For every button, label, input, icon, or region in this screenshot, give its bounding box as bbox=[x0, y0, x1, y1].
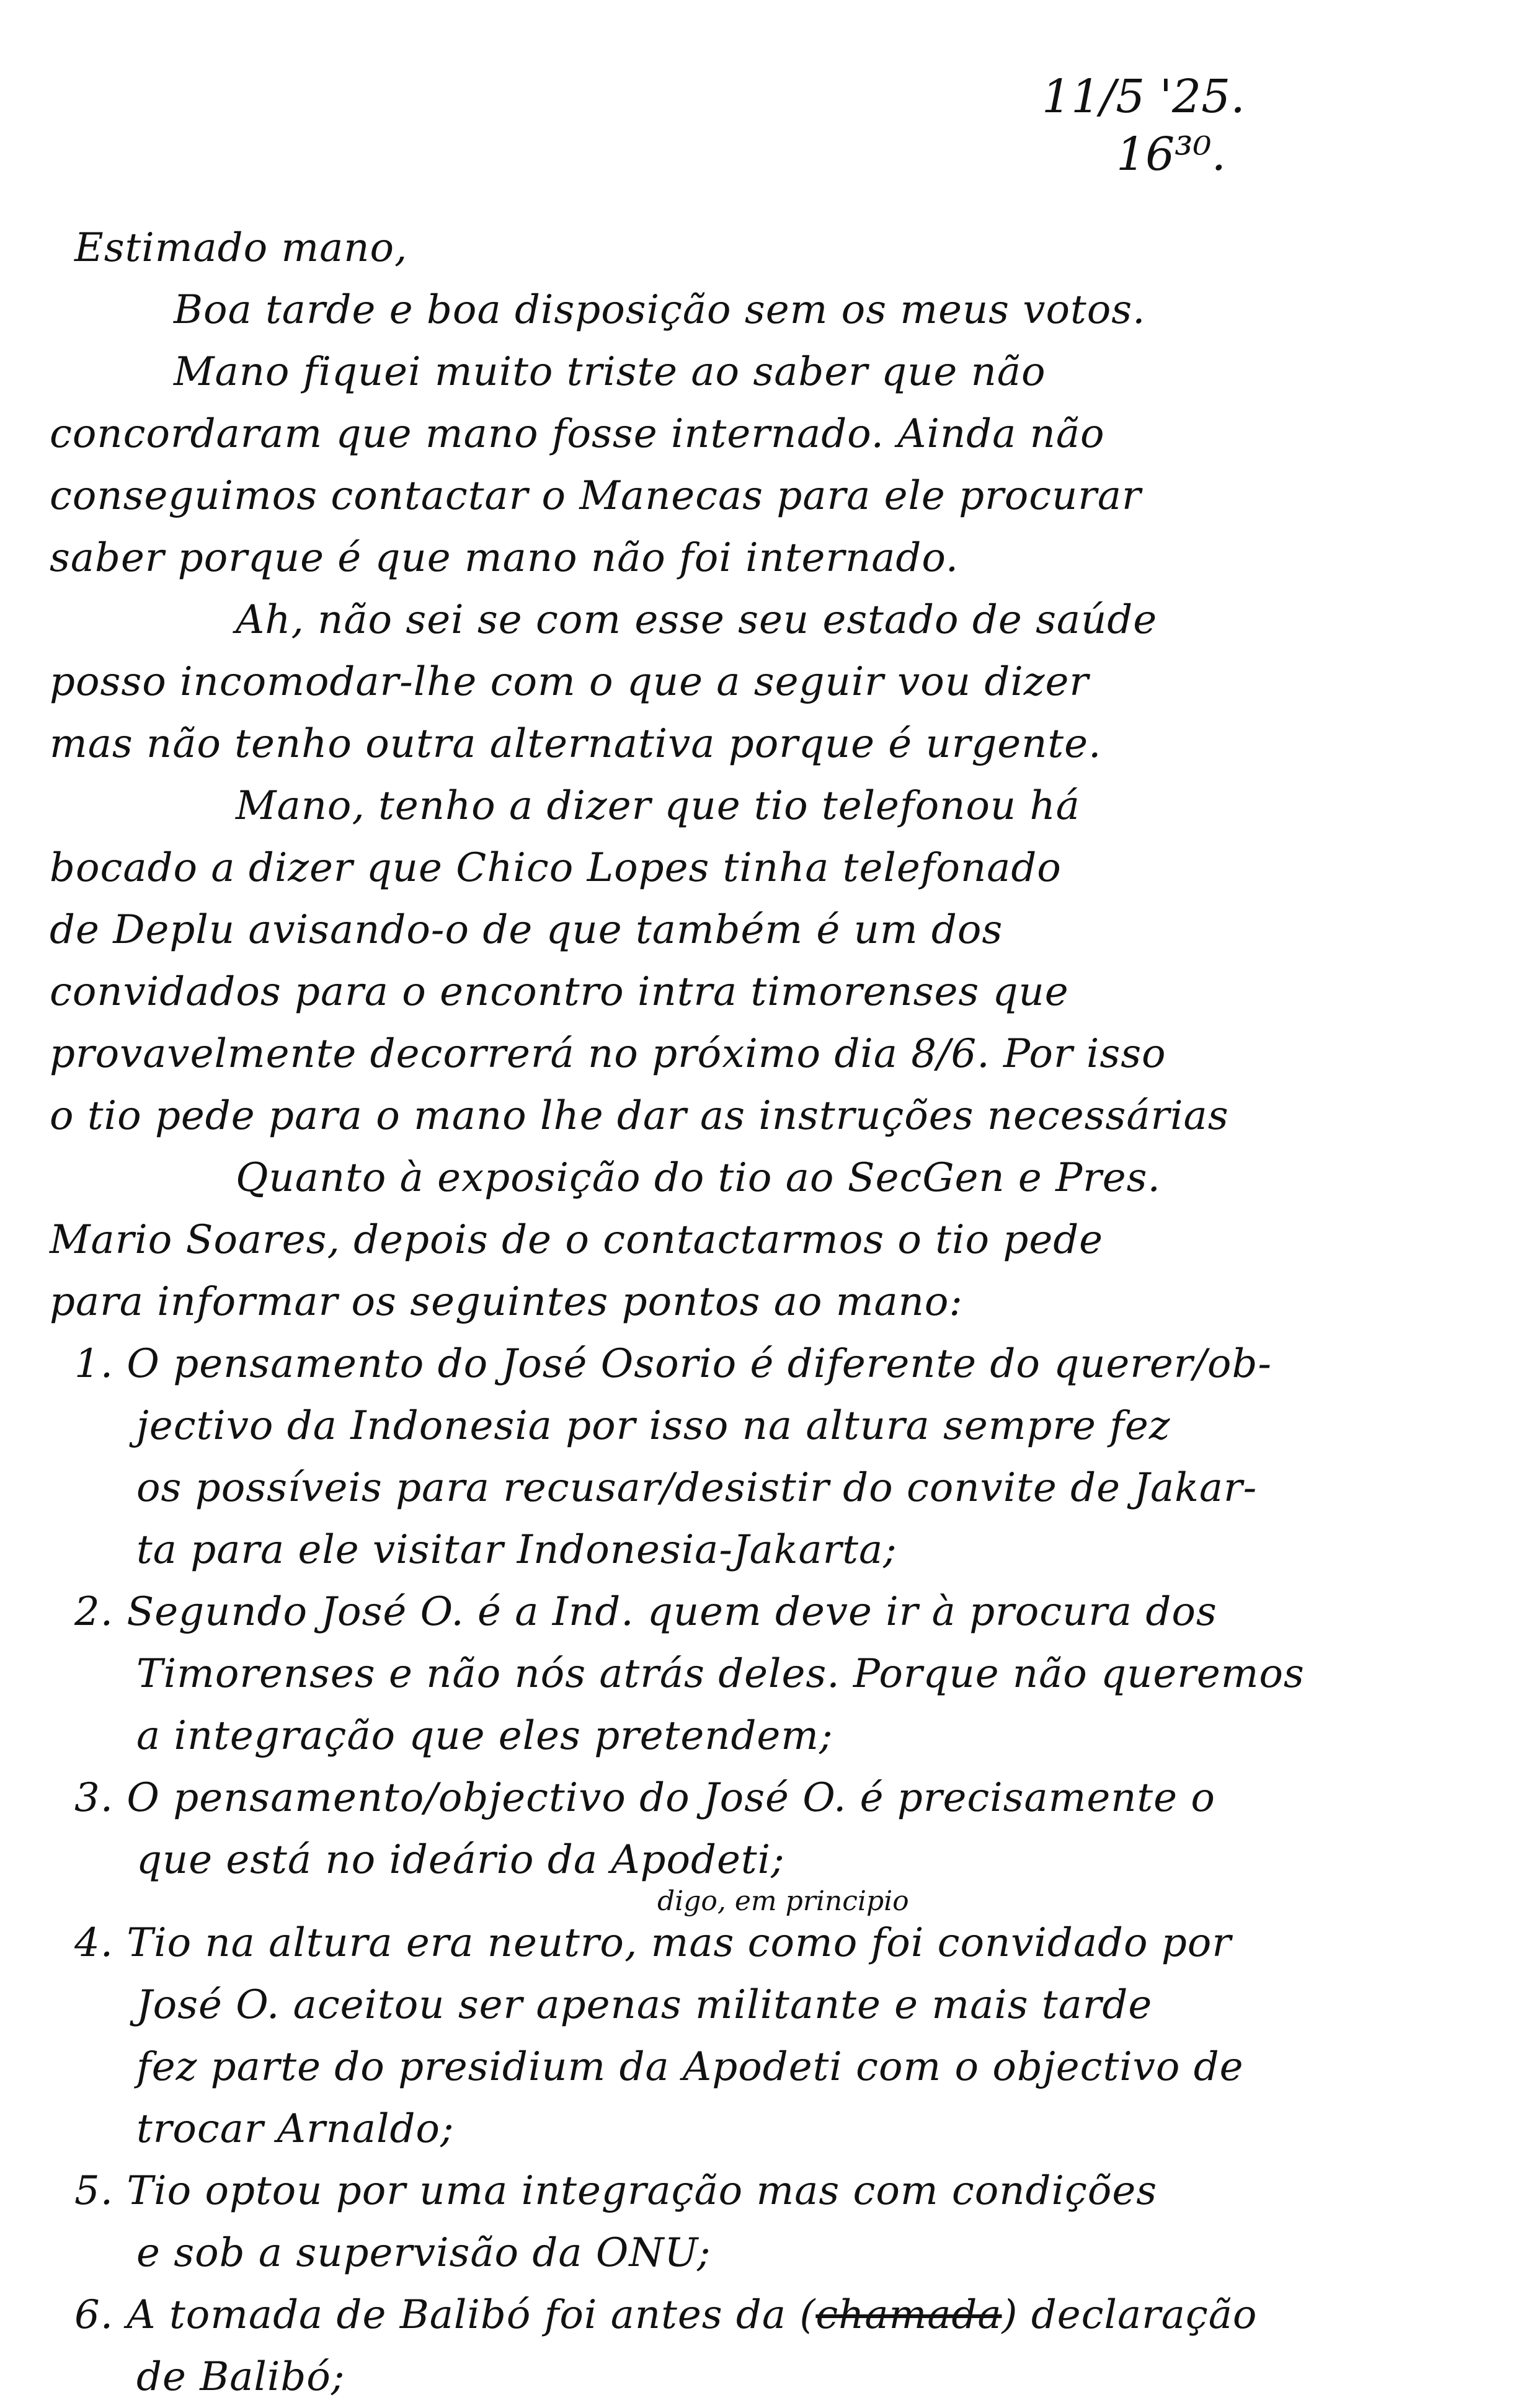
letter-line: para informar os seguintes pontos ao mano: bbox=[50, 1279, 963, 1325]
point-6-suffix: ) declaração bbox=[1002, 2292, 1258, 2338]
letter-date: 11/5 '25. bbox=[1042, 70, 1245, 123]
date-header bbox=[1042, 68, 1302, 183]
point-3-line: 3. O pensamento/objectivo do José O. é precisamente o bbox=[74, 1775, 1215, 1821]
letter-line: saber porque é que mano não foi internado. bbox=[50, 535, 959, 581]
letter-line: Boa tarde e boa disposição sem os meus votos. bbox=[174, 287, 1146, 333]
letter-line: Mario Soares, depois de o contactarmos o tio pede bbox=[50, 1217, 1104, 1263]
point-4-line: 4. Tio na altura era neutro, mas como foi convidado por bbox=[74, 1920, 1232, 1966]
point-5-line: 5. Tio optou por uma integração mas com condições bbox=[74, 2168, 1158, 2214]
letter-line: mas não tenho outra alternativa porque é urgente. bbox=[50, 721, 1102, 767]
letter-line: Mano fiquei muito triste ao saber que não bbox=[174, 349, 1046, 395]
letter-line: de Deplu avisando-o de que também é um dos bbox=[50, 907, 1003, 953]
point-2-line: 2. Segundo José O. é a Ind. quem deve ir à procura dos bbox=[74, 1589, 1217, 1635]
letter-line: o tio pede para o mano lhe dar as instruções necessárias bbox=[50, 1093, 1229, 1139]
letter-line: Mano, tenho a dizer que tio telefonou há bbox=[236, 783, 1080, 829]
point-6-prefix: 6. A tomada de Balibó foi antes da ( bbox=[74, 2292, 816, 2338]
point-1-line: ta para ele visitar Indonesia-Jakarta; bbox=[136, 1527, 897, 1573]
letter-body bbox=[50, 217, 1439, 2408]
letter-time: 16³⁰. bbox=[1116, 127, 1227, 181]
letter-line: convidados para o encontro intra timorenses que bbox=[50, 969, 1069, 1015]
point-4-line: trocar Arnaldo; bbox=[136, 2106, 455, 2152]
letter-line: bocado a dizer que Chico Lopes tinha telefonado bbox=[50, 845, 1062, 891]
letter-line: Quanto à exposição do tio ao SecGen e Pres. bbox=[236, 1155, 1161, 1201]
letter-line: concordaram que mano fosse internado. Ainda não bbox=[50, 411, 1105, 457]
letter-line: provavelmente decorrerá no próximo dia 8/6. Por isso bbox=[50, 1031, 1166, 1077]
point-6-line: de Balibó; bbox=[136, 2354, 345, 2400]
point-4-line: José O. aceitou ser apenas militante e mais tarde bbox=[136, 1982, 1153, 2028]
point-1-line: 1. O pensamento do José Osorio é diferente do querer/ob- bbox=[74, 1341, 1273, 1387]
greeting-line: Estimado mano, bbox=[74, 225, 408, 271]
point-1-line: os possíveis para recusar/desistir do convite de Jakar- bbox=[136, 1465, 1258, 1511]
point-2-line: Timorenses e não nós atrás deles. Porque não queremos bbox=[136, 1651, 1305, 1697]
crossed-out-word: chamada bbox=[815, 2292, 1002, 2338]
letter-line: Ah, não sei se com esse seu estado de saúde bbox=[236, 597, 1158, 643]
point-3-line: que está no ideário da Apodeti; bbox=[136, 1837, 785, 1883]
interlinear-note: digo, em principio bbox=[657, 1885, 909, 1917]
letter-line: posso incomodar-lhe com o que a seguir vou dizer bbox=[50, 659, 1089, 705]
letter-line: conseguimos contactar o Manecas para ele procurar bbox=[50, 473, 1142, 519]
point-4-line: fez parte do presidium da Apodeti com o objectivo de bbox=[136, 2044, 1244, 2090]
point-6-line bbox=[50, 2284, 1439, 2346]
point-1-line: jectivo da Indonesia por isso na altura sempre fez bbox=[136, 1403, 1171, 1449]
point-5-line: e sob a supervisão da ONU; bbox=[136, 2230, 711, 2276]
point-2-line: a integração que eles pretendem; bbox=[136, 1713, 833, 1759]
